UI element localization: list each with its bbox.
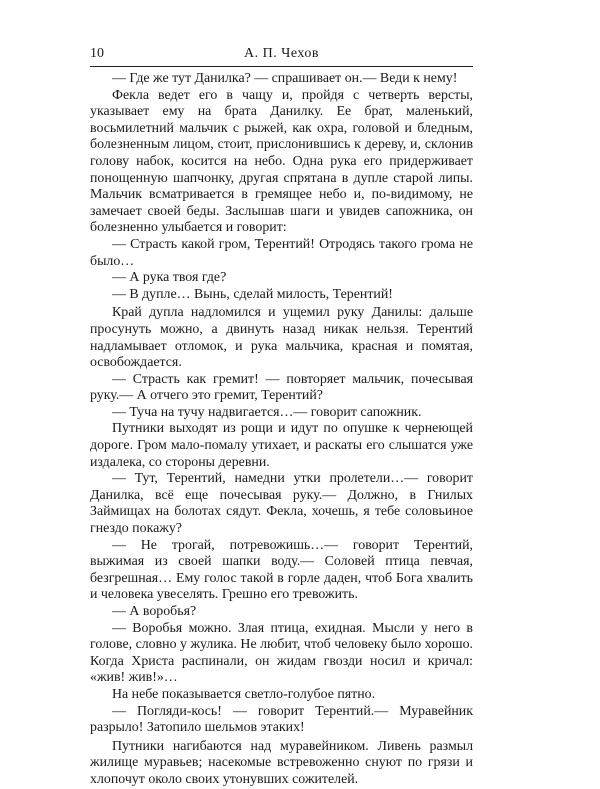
paragraph: Край дупла надломился и ущемил руку Данилы: дальше просунуть можно, а двинуть назад никак нельзя. Терентий надламывает отломок, и рука мальчика, красная и помятая, освобождается. — [90, 305, 473, 371]
paragraph: — Погляди-кось! — говорит Терентий.— Муравейник разрыло! Затопило шельмов этаких! — [90, 703, 473, 736]
running-head: А. П. Чехов — [244, 46, 319, 61]
paragraph: — Тут, Терентий, намедни утки пролетели…— говорит Данилка, всё еще почесывая руку.— Должно, в Гнилых Займищах на болотах сядут. Фекла, хочешь, я тебе соловьиное гнездо покажу? — [90, 471, 473, 537]
paragraph: — В дупле… Вынь, сделай милость, Терентий! — [112, 286, 393, 302]
paragraph: — Туча на тучу надвигается…— говорит сапожник. — [112, 404, 422, 420]
paragraph: Путники выходят из рощи и идут по опушке к чернеющей дороге. Гром мало-помалу утихает, и раскаты его слышатся уже издалека, со стороны деревни. — [90, 421, 473, 470]
paragraph: — Воробья можно. Злая птица, ехидная. Мысли у него в голове, словно у жулика. Не любит, чтоб человеку было хорошо. Когда Христа распинали, он жидам гвозди носил и кричал: «жив! жив!»… — [90, 620, 473, 686]
page-header — [90, 45, 473, 63]
header-rule — [90, 66, 473, 67]
paragraph: Фекла ведет его в чащу и, пройдя с четверть версты, указывает ему на брата Данилку. Ее брат, маленький, восьмилетний мальчик с рыжей, как охра, головой и бледным, болезненным лицом, стоит, прислонившись к дереву, и, склонив голову набок, косится на небо. Одна рука его придерживает понощенную шапчонку, другая спрятана в дупле старой липы. Мальчик всматривается в гремящее небо и, по-видимому, не замечает своей беды. Заслышав шаги и увидев сапожника, он болезненно улыбается и говорит: — [90, 87, 473, 236]
paragraph: — Где же тут Данилка? — спрашивает он.— Веди к нему! — [112, 71, 458, 86]
paragraph: — Не трогай, потревожишь…— говорит Терентий, выжимая из своей шапки воду.— Соловей птица певчая, безгрешная… Ему голос такой в горле даден, чтоб Бога хвалить и человека увеселять. Грешно его тревожить. — [90, 537, 473, 603]
paragraph: — Страсть как гремит! — повторяет мальчик, почесывая руку.— А отчего это гремит, Терентий? — [90, 371, 473, 404]
paragraph: Путники нагибаются над муравейником. Ливень размыл жилище муравьев; насекомые встревоженно снуют по грязи и хлопочут около своих утонувших сожителей. — [90, 738, 473, 787]
paragraph: — А воробья? — [112, 604, 197, 619]
page-number: 10 — [90, 46, 104, 61]
paragraph: На небе показывается светло-голубое пятно. — [112, 686, 376, 702]
paragraph: — Страсть какой гром, Терентий! Отродясь такого грома не было… — [90, 236, 473, 269]
body-text — [90, 71, 473, 789]
paragraph: — А рука твоя где? — [112, 270, 227, 286]
